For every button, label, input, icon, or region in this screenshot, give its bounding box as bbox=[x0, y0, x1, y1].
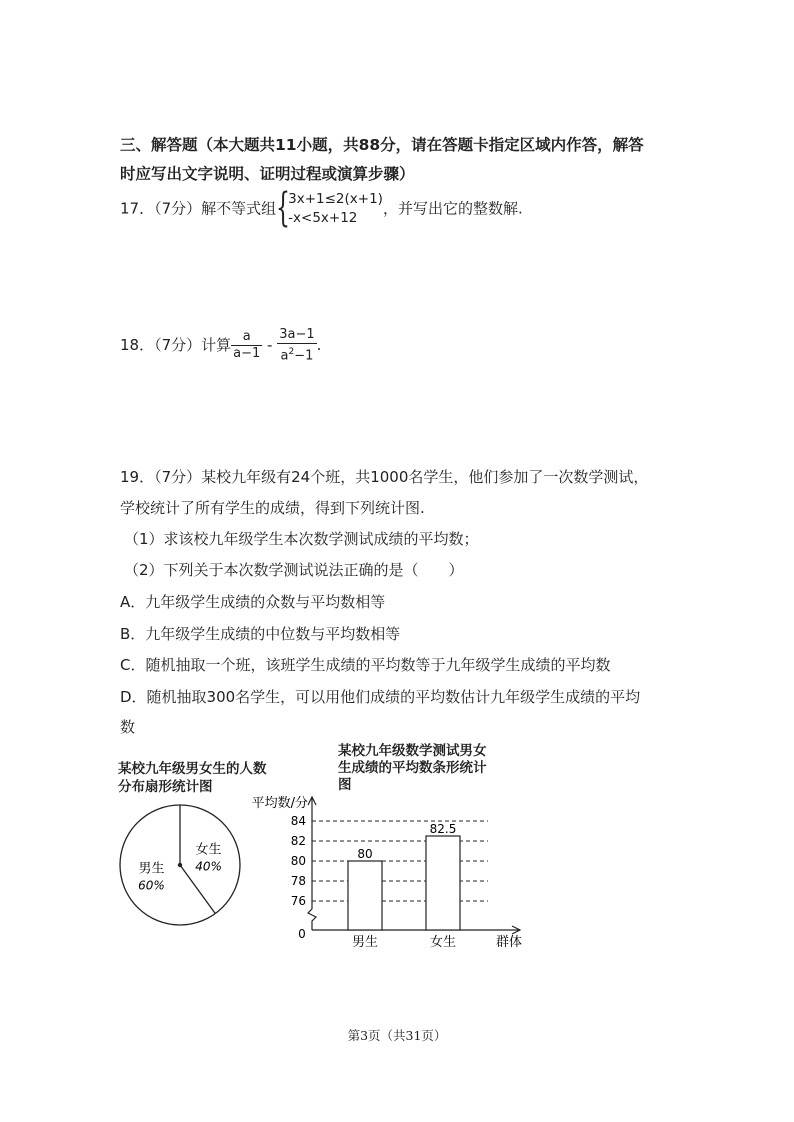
pie-label-female: 女生 bbox=[195, 842, 222, 858]
q19-sub1: （1）求该校九年级学生本次数学测试成绩的平均数； bbox=[124, 530, 479, 548]
q19-sub2: （2）下列关于本次数学测试说法正确的是（ ） bbox=[124, 561, 464, 579]
fraction-2-denominator bbox=[277, 344, 316, 364]
q17-prefix: 17．（7分）解不等式组 bbox=[120, 199, 277, 218]
option-d-line1: D．随机抽取300名学生，可以用他们成绩的平均数估计九年级学生成绩的平均 bbox=[120, 688, 641, 706]
option-c: C．随机抽取一个班，该班学生成绩的平均数等于九年级学生成绩的平均数 bbox=[120, 656, 611, 674]
q19-line1: 19．（7分）某校九年级有24个班，共1000名学生，他们参加了一次数学测试， bbox=[120, 468, 649, 486]
axis-break-icon bbox=[308, 909, 316, 930]
question-18 bbox=[120, 327, 321, 364]
fraction-1-denominator: a−1 bbox=[233, 346, 261, 362]
x-category-label-female: 女生 bbox=[429, 935, 457, 950]
inequality-2: -x<5x+12 bbox=[288, 210, 358, 226]
y-tick-label-84: 84 bbox=[290, 814, 306, 828]
section-heading-line1: 三、解答题（本大题共11小题，共88分，请在答题卡指定区域内作答，解答 bbox=[120, 136, 644, 154]
den-base: a bbox=[280, 348, 289, 364]
pie-percent-female: 40% bbox=[195, 859, 222, 874]
fraction-1-numerator: a bbox=[231, 329, 262, 346]
den-exponent: 2 bbox=[288, 347, 295, 357]
question-17 bbox=[120, 185, 523, 231]
option-a: A．九年级学生成绩的众数与平均数相等 bbox=[120, 593, 386, 611]
bar-female bbox=[426, 836, 460, 930]
q18-suffix: . bbox=[316, 336, 322, 355]
option-d-line2: 数 bbox=[120, 718, 136, 736]
y-axis-label: 平均数/分 bbox=[251, 796, 308, 811]
fraction-2-numerator: 3a−1 bbox=[279, 327, 315, 342]
q19-line2: 学校统计了所有学生的成绩，得到下列统计图. bbox=[120, 499, 425, 517]
y-tick-label-76: 76 bbox=[290, 894, 306, 908]
minus-sign: - bbox=[262, 336, 278, 355]
bar-title-line2: 生成绩的平均数条形统计 bbox=[338, 760, 487, 776]
x-axis-label: 群体 bbox=[495, 935, 522, 950]
pie-title-line1: 某校九年级男女生的人数 bbox=[118, 761, 267, 777]
fraction-1 bbox=[231, 329, 262, 362]
bar-chart bbox=[240, 785, 540, 950]
section-heading-line2: 时应写出文字说明、证明过程或演算步骤） bbox=[120, 165, 415, 183]
inequality-system bbox=[276, 185, 383, 231]
y-tick-label-78: 78 bbox=[290, 874, 306, 888]
origin-label: 0 bbox=[298, 927, 306, 941]
bar-male bbox=[348, 861, 382, 930]
page-footer: 第3页（共31页） bbox=[347, 1028, 447, 1043]
bar-value-label-female: 82.5 bbox=[429, 822, 457, 836]
bar-title-line1: 某校九年级数学测试男女 bbox=[338, 743, 487, 759]
y-tick-label-82: 82 bbox=[290, 834, 306, 848]
brace-icon: { bbox=[276, 185, 291, 231]
bar-value-label-male: 80 bbox=[357, 847, 373, 861]
den-tail: −1 bbox=[294, 348, 314, 364]
q18-prefix: 18．（7分）计算 bbox=[120, 336, 232, 355]
pie-title-line2: 分布扇形统计图 bbox=[118, 779, 213, 795]
inequality-1: 3x+1≤2(x+1) bbox=[288, 191, 383, 207]
x-category-label-male: 男生 bbox=[351, 935, 379, 950]
fraction-2 bbox=[277, 327, 316, 364]
pie-chart bbox=[110, 800, 260, 940]
pie-label-male: 男生 bbox=[138, 861, 165, 877]
bar-title-line3: 图 bbox=[338, 777, 352, 793]
pie-percent-male: 60% bbox=[138, 878, 165, 893]
y-tick-label-80: 80 bbox=[290, 854, 306, 868]
option-b: B．九年级学生成绩的中位数与平均数相等 bbox=[120, 625, 401, 643]
pie-center-dot bbox=[178, 863, 182, 867]
q17-suffix: ，并写出它的整数解. bbox=[382, 199, 523, 218]
